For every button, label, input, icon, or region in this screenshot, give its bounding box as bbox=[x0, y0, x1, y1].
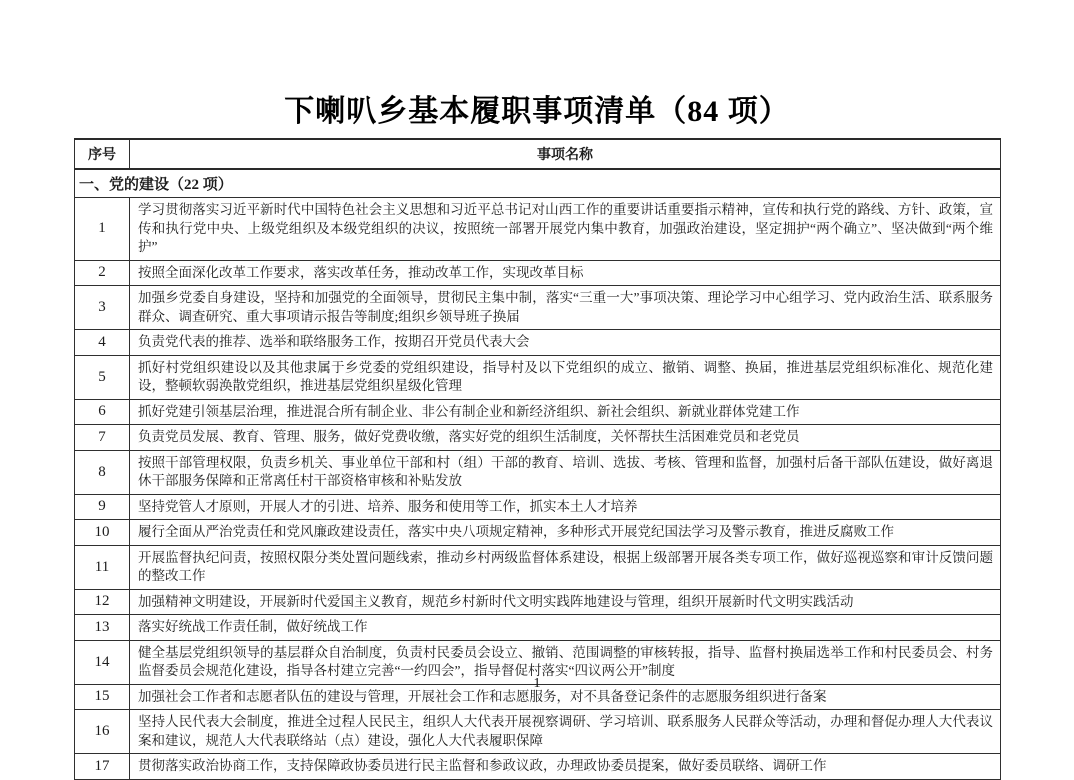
column-header-index: 序号 bbox=[75, 139, 130, 169]
row-index: 2 bbox=[75, 260, 130, 286]
row-index: 15 bbox=[75, 684, 130, 710]
row-index: 13 bbox=[75, 615, 130, 641]
table-row bbox=[75, 399, 1001, 425]
row-name: 加强社会工作者和志愿者队伍的建设与管理，开展社会工作和志愿服务，对不具备登记条件的志愿服务组织进行备案 bbox=[130, 684, 1001, 710]
row-index: 9 bbox=[75, 494, 130, 520]
table-header-row bbox=[75, 139, 1001, 169]
row-name: 坚持人民代表大会制度，推进全过程人民民主，组织人大代表开展视察调研、学习培训、联系服务人民群众等活动，办理和督促办理人大代表议案和建议，规范人大代表联络站（点）建设，强化人大代表履职保障 bbox=[130, 710, 1001, 754]
row-name: 贯彻落实政治协商工作，支持保障政协委员进行民主监督和参政议政，办理政协委员提案，做好委员联络、调研工作 bbox=[130, 754, 1001, 780]
row-name: 负责党员发展、教育、管理、服务，做好党费收缴，落实好党的组织生活制度，关怀帮扶生活困难党员和老党员 bbox=[130, 425, 1001, 451]
row-index: 10 bbox=[75, 520, 130, 546]
section-title: 一、党的建设（22 项） bbox=[75, 169, 1001, 198]
table-row bbox=[75, 754, 1001, 780]
row-name: 履行全面从严治党责任和党风廉政建设责任，落实中央八项规定精神，多种形式开展党纪国法学习及警示教育，推进反腐败工作 bbox=[130, 520, 1001, 546]
column-header-name: 事项名称 bbox=[130, 139, 1001, 169]
table-row bbox=[75, 355, 1001, 399]
row-index: 12 bbox=[75, 589, 130, 615]
row-name: 加强精神文明建设，开展新时代爱国主义教育，规范乡村新时代文明实践阵地建设与管理，组织开展新时代文明实践活动 bbox=[130, 589, 1001, 615]
table-row bbox=[75, 330, 1001, 356]
table-row bbox=[75, 450, 1001, 494]
row-index: 8 bbox=[75, 450, 130, 494]
row-index: 17 bbox=[75, 754, 130, 780]
table-row bbox=[75, 425, 1001, 451]
table-row bbox=[75, 286, 1001, 330]
row-index: 14 bbox=[75, 640, 130, 684]
table-row bbox=[75, 589, 1001, 615]
page-title: 下喇叭乡基本履职事项清单（84 项） bbox=[284, 95, 790, 128]
row-index: 5 bbox=[75, 355, 130, 399]
row-index: 6 bbox=[75, 399, 130, 425]
row-name: 健全基层党组织领导的基层群众自治制度，负责村民委员会设立、撤销、范围调整的审核转报，指导、监督村换届选举工作和村民委员会、村务监督委员会规范化建设，指导各村建立完善“一约四会”，指导督促村落实“四议两公开”制度 bbox=[130, 640, 1001, 684]
row-name: 抓好村党组织建设以及其他隶属于乡党委的党组织建设，指导村及以下党组织的成立、撤销、调整、换届，推进基层党组织标准化、规范化建设，整顿软弱涣散党组织，推进基层党组织星级化管理 bbox=[130, 355, 1001, 399]
table-row bbox=[75, 494, 1001, 520]
row-name: 开展监督执纪问责，按照权限分类处置问题线索，推动乡村两级监督体系建设，根据上级部署开展各类专项工作，做好巡视巡察和审计反馈问题的整改工作 bbox=[130, 545, 1001, 589]
row-name: 抓好党建引领基层治理，推进混合所有制企业、非公有制企业和新经济组织、新社会组织、新就业群体党建工作 bbox=[130, 399, 1001, 425]
row-name: 落实好统战工作责任制，做好统战工作 bbox=[130, 615, 1001, 641]
row-name: 按照干部管理权限，负责乡机关、事业单位干部和村（组）干部的教育、培训、选拔、考核、管理和监督，加强村后备干部队伍建设，做好离退休干部服务保障和正常离任村干部资格审核和补贴发放 bbox=[130, 450, 1001, 494]
row-name: 负责党代表的推荐、选举和联络服务工作，按期召开党员代表大会 bbox=[130, 330, 1001, 356]
table-row bbox=[75, 260, 1001, 286]
row-index: 3 bbox=[75, 286, 130, 330]
row-index: 11 bbox=[75, 545, 130, 589]
table-row bbox=[75, 520, 1001, 546]
row-name: 坚持党管人才原则，开展人才的引进、培养、服务和使用等工作，抓实本土人才培养 bbox=[130, 494, 1001, 520]
page-number: 1 bbox=[533, 676, 541, 691]
row-index: 1 bbox=[75, 198, 130, 261]
row-index: 4 bbox=[75, 330, 130, 356]
section-row bbox=[75, 169, 1001, 198]
table-row bbox=[75, 198, 1001, 261]
row-index: 7 bbox=[75, 425, 130, 451]
table-row bbox=[75, 710, 1001, 754]
row-name: 加强乡党委自身建设，坚持和加强党的全面领导，贯彻民主集中制，落实“三重一大”事项决策、理论学习中心组学习、党内政治生活、联系服务群众、调查研究、重大事项请示报告等制度;组织乡领导班子换届 bbox=[130, 286, 1001, 330]
row-name: 学习贯彻落实习近平新时代中国特色社会主义思想和习近平总书记对山西工作的重要讲话重要指示精神，宣传和执行党的路线、方针、政策，宣传和执行党中央、上级党组织及本级党组织的决议，按照统一部署开展党内集中教育，加强政治建设，坚定拥护“两个确立”、坚决做到“两个维护” bbox=[130, 198, 1001, 261]
row-index: 16 bbox=[75, 710, 130, 754]
row-name: 按照全面深化改革工作要求，落实改革任务，推动改革工作，实现改革目标 bbox=[130, 260, 1001, 286]
table-row bbox=[75, 545, 1001, 589]
table-row bbox=[75, 615, 1001, 641]
